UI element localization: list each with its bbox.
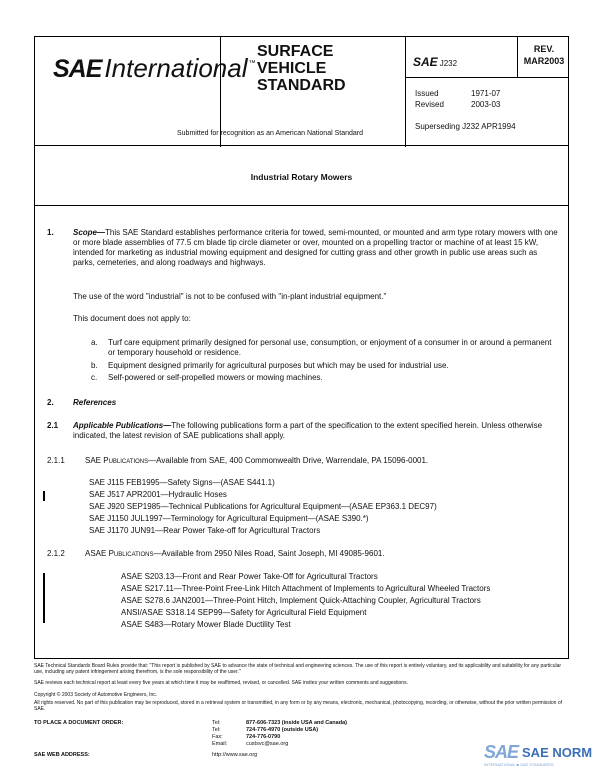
list-label: b. [91, 361, 98, 370]
email-link[interactable]: custsvc@sae.org [246, 741, 289, 747]
rights-notice: All rights reserved. No part of this publication may be reproduced, stored in a retrieval system or transmitted, in any form or by any means, electronic, mechanical, photocopying, recording, or otherwise, without the prior written permission of SAE. [34, 700, 563, 712]
asae-pubs-lead: ASAE Publications [85, 549, 154, 558]
web-link[interactable]: http://www.sae.org [212, 752, 258, 758]
asae-pubs-text: —Available from 2950 Niles Road, Saint Joseph, MI 49085-9601. [153, 549, 385, 558]
divider [405, 77, 569, 78]
title-box [34, 146, 569, 206]
standard-title [257, 43, 346, 94]
section-number: 1. [47, 228, 54, 237]
applicable-pubs-paragraph [73, 421, 561, 441]
reference-item: ASAE S483—Rotary Mower Blade Ductility Test [121, 620, 291, 629]
list-item: Turf care equipment primarily designed for personal use, consumption, or enjoyment of a consumer in or around a permanent or temporary household or residence. [108, 338, 552, 357]
paragraph: This document does not apply to: [73, 314, 191, 323]
title-line: SURFACE [257, 43, 334, 60]
fax-number: 724-776-0790 [246, 734, 281, 740]
list-item: Self-powered or self-propelled mowers or mowing machines. [108, 373, 323, 382]
title-line: STANDARD [257, 77, 346, 94]
section-number: 2.1 [47, 421, 59, 430]
logo-international: International [104, 53, 248, 83]
sae-pubs-lead: SAE Publications [85, 456, 149, 465]
tel-label: Tel: [212, 720, 221, 726]
paragraph: The use of the word "industrial" is not to be confused with "in-plant industrial equipment." [73, 292, 387, 301]
header-box [34, 36, 569, 146]
issued-label: Issued [415, 89, 439, 98]
logo-tm: ™ [248, 60, 256, 67]
list-label: c. [91, 373, 98, 382]
email-label: Email: [212, 741, 228, 747]
document-title: Industrial Rotary Mowers [250, 172, 353, 182]
revised-label: Revised [415, 100, 444, 109]
superseding: Superseding J232 APR1994 [415, 122, 516, 131]
reference-item: SAE J1150 JUL1997—Terminology for Agricultural Equipment—(ASAE S390.*) [89, 514, 369, 523]
revised-value: 2003-03 [471, 100, 501, 109]
applicable-pubs-text: The following publications form a part of the specification to the extent specified herein. Unless otherwise indicated, the latest revision of SAE publications shall apply. [73, 421, 543, 440]
watermark-sub: INTERNATIONAL ■ SAE STANDARDS [484, 762, 554, 767]
reference-item: SAE J517 APR2001—Hydraulic Hoses [89, 490, 227, 499]
applicable-pubs-heading: Applicable Publications— [73, 421, 172, 430]
sae-logo [53, 53, 256, 84]
order-label-text: TO PLACE A DOCUMENT ORDER: [34, 720, 124, 726]
divider [405, 37, 406, 147]
doc-number: J232 [439, 59, 458, 68]
phone-number: 724-776-4970 (outside USA) [246, 727, 319, 733]
reference-item: SAE J920 SEP1985—Technical Publications for Agricultural Equipment—(ASAE EP363.1 DEC97) [89, 502, 437, 511]
footer-notice: SAE Technical Standards Board Rules provide that: "This report is published by SAE to advance the state of technical and engineering sciences. The use of this report is entirely voluntary, and its applicability and suitability for any particular use, including any patent infringement arising therefrom, is the sole responsibility of the user." [34, 663, 562, 675]
ansi-note: Submitted for recognition as an American National Standard [177, 130, 363, 137]
fax-label: Fax: [212, 734, 223, 740]
logo-sae: SAE [53, 55, 102, 83]
tel-label: Tel: [212, 727, 221, 733]
sae-pubs-line [85, 456, 561, 466]
title-line: VEHICLE [257, 60, 327, 77]
web-label: SAE WEB ADDRESS: [34, 752, 90, 758]
doc-sae: SAE [413, 55, 438, 69]
sae-pubs-text: —Available from SAE, 400 Commonwealth Drive, Warrendale, PA 15096-0001. [148, 456, 429, 465]
reference-item: ASAE S278.6 JAN2001—Three-Point Hitch, Implement Quick-Attaching Coupler, Agricultural Tractors [121, 596, 481, 605]
document-number [413, 55, 457, 69]
watermark-norm: SAE NORM [522, 745, 593, 760]
order-label [34, 720, 123, 727]
scope-paragraph [73, 228, 561, 268]
list-item: Equipment designed primarily for agricultural purposes but which may be used for industrial use. [108, 361, 449, 370]
issued-value: 1971-07 [471, 89, 501, 98]
change-bar [43, 491, 45, 501]
reference-item: ANSI/ASAE S318.14 SEP99—Safety for Agricultural Field Equipment [121, 608, 367, 617]
section-number: 2.1.2 [47, 549, 65, 558]
scope-text: This SAE Standard establishes performance criteria for towed, semi-mounted, or mounted and arm type rotary mowers with one or more blade assemblies of 77.5 cm blade tip circle diameter or over, mounted on a propelling tractor or machine of at least 15 kW, intended for marketing as industrial mowing equipment and designed for cutting grass and other growth in public use areas such as parks, cemeteries, and along roadways and highways. [73, 228, 558, 267]
revision-block [518, 43, 570, 67]
references-heading: References [73, 398, 117, 407]
asae-pubs-line [85, 549, 561, 559]
section-number: 2. [47, 398, 54, 407]
reference-item: ASAE S203.13—Front and Rear Power Take-Off for Agricultural Tractors [121, 572, 378, 581]
sae-norm-watermark [484, 742, 593, 767]
phone-number: 877-606-7323 (inside USA and Canada) [246, 720, 347, 726]
document-body [34, 206, 569, 659]
reference-item: SAE J1170 JUN91—Rear Power Take-off for Agricultural Tractors [89, 526, 321, 535]
copyright: Copyright © 2003 Society of Automotive Engineers, Inc. [34, 692, 158, 698]
section-number: 2.1.1 [47, 456, 65, 465]
scope-heading: Scope— [73, 228, 106, 237]
rev-label: REV. [533, 44, 555, 54]
reference-item: ASAE S217.11—Three-Point Free-Link Hitch Attachment of Implements to Agricultural Wheeled Tractors [121, 584, 491, 593]
rev-date: MAR2003 [523, 56, 565, 66]
footer-notice: SAE reviews each technical report at least every five years at which time it may be reaffirmed, revised, or cancelled. SAE invites your written comments and suggestions. [34, 680, 408, 686]
list-label: a. [91, 338, 98, 347]
watermark-sae: SAE [484, 742, 519, 762]
reference-item: SAE J115 FEB1995—Safety Signs—(ASAE S441.1) [89, 478, 275, 487]
issue-dates [415, 88, 500, 110]
change-bar [43, 573, 45, 623]
